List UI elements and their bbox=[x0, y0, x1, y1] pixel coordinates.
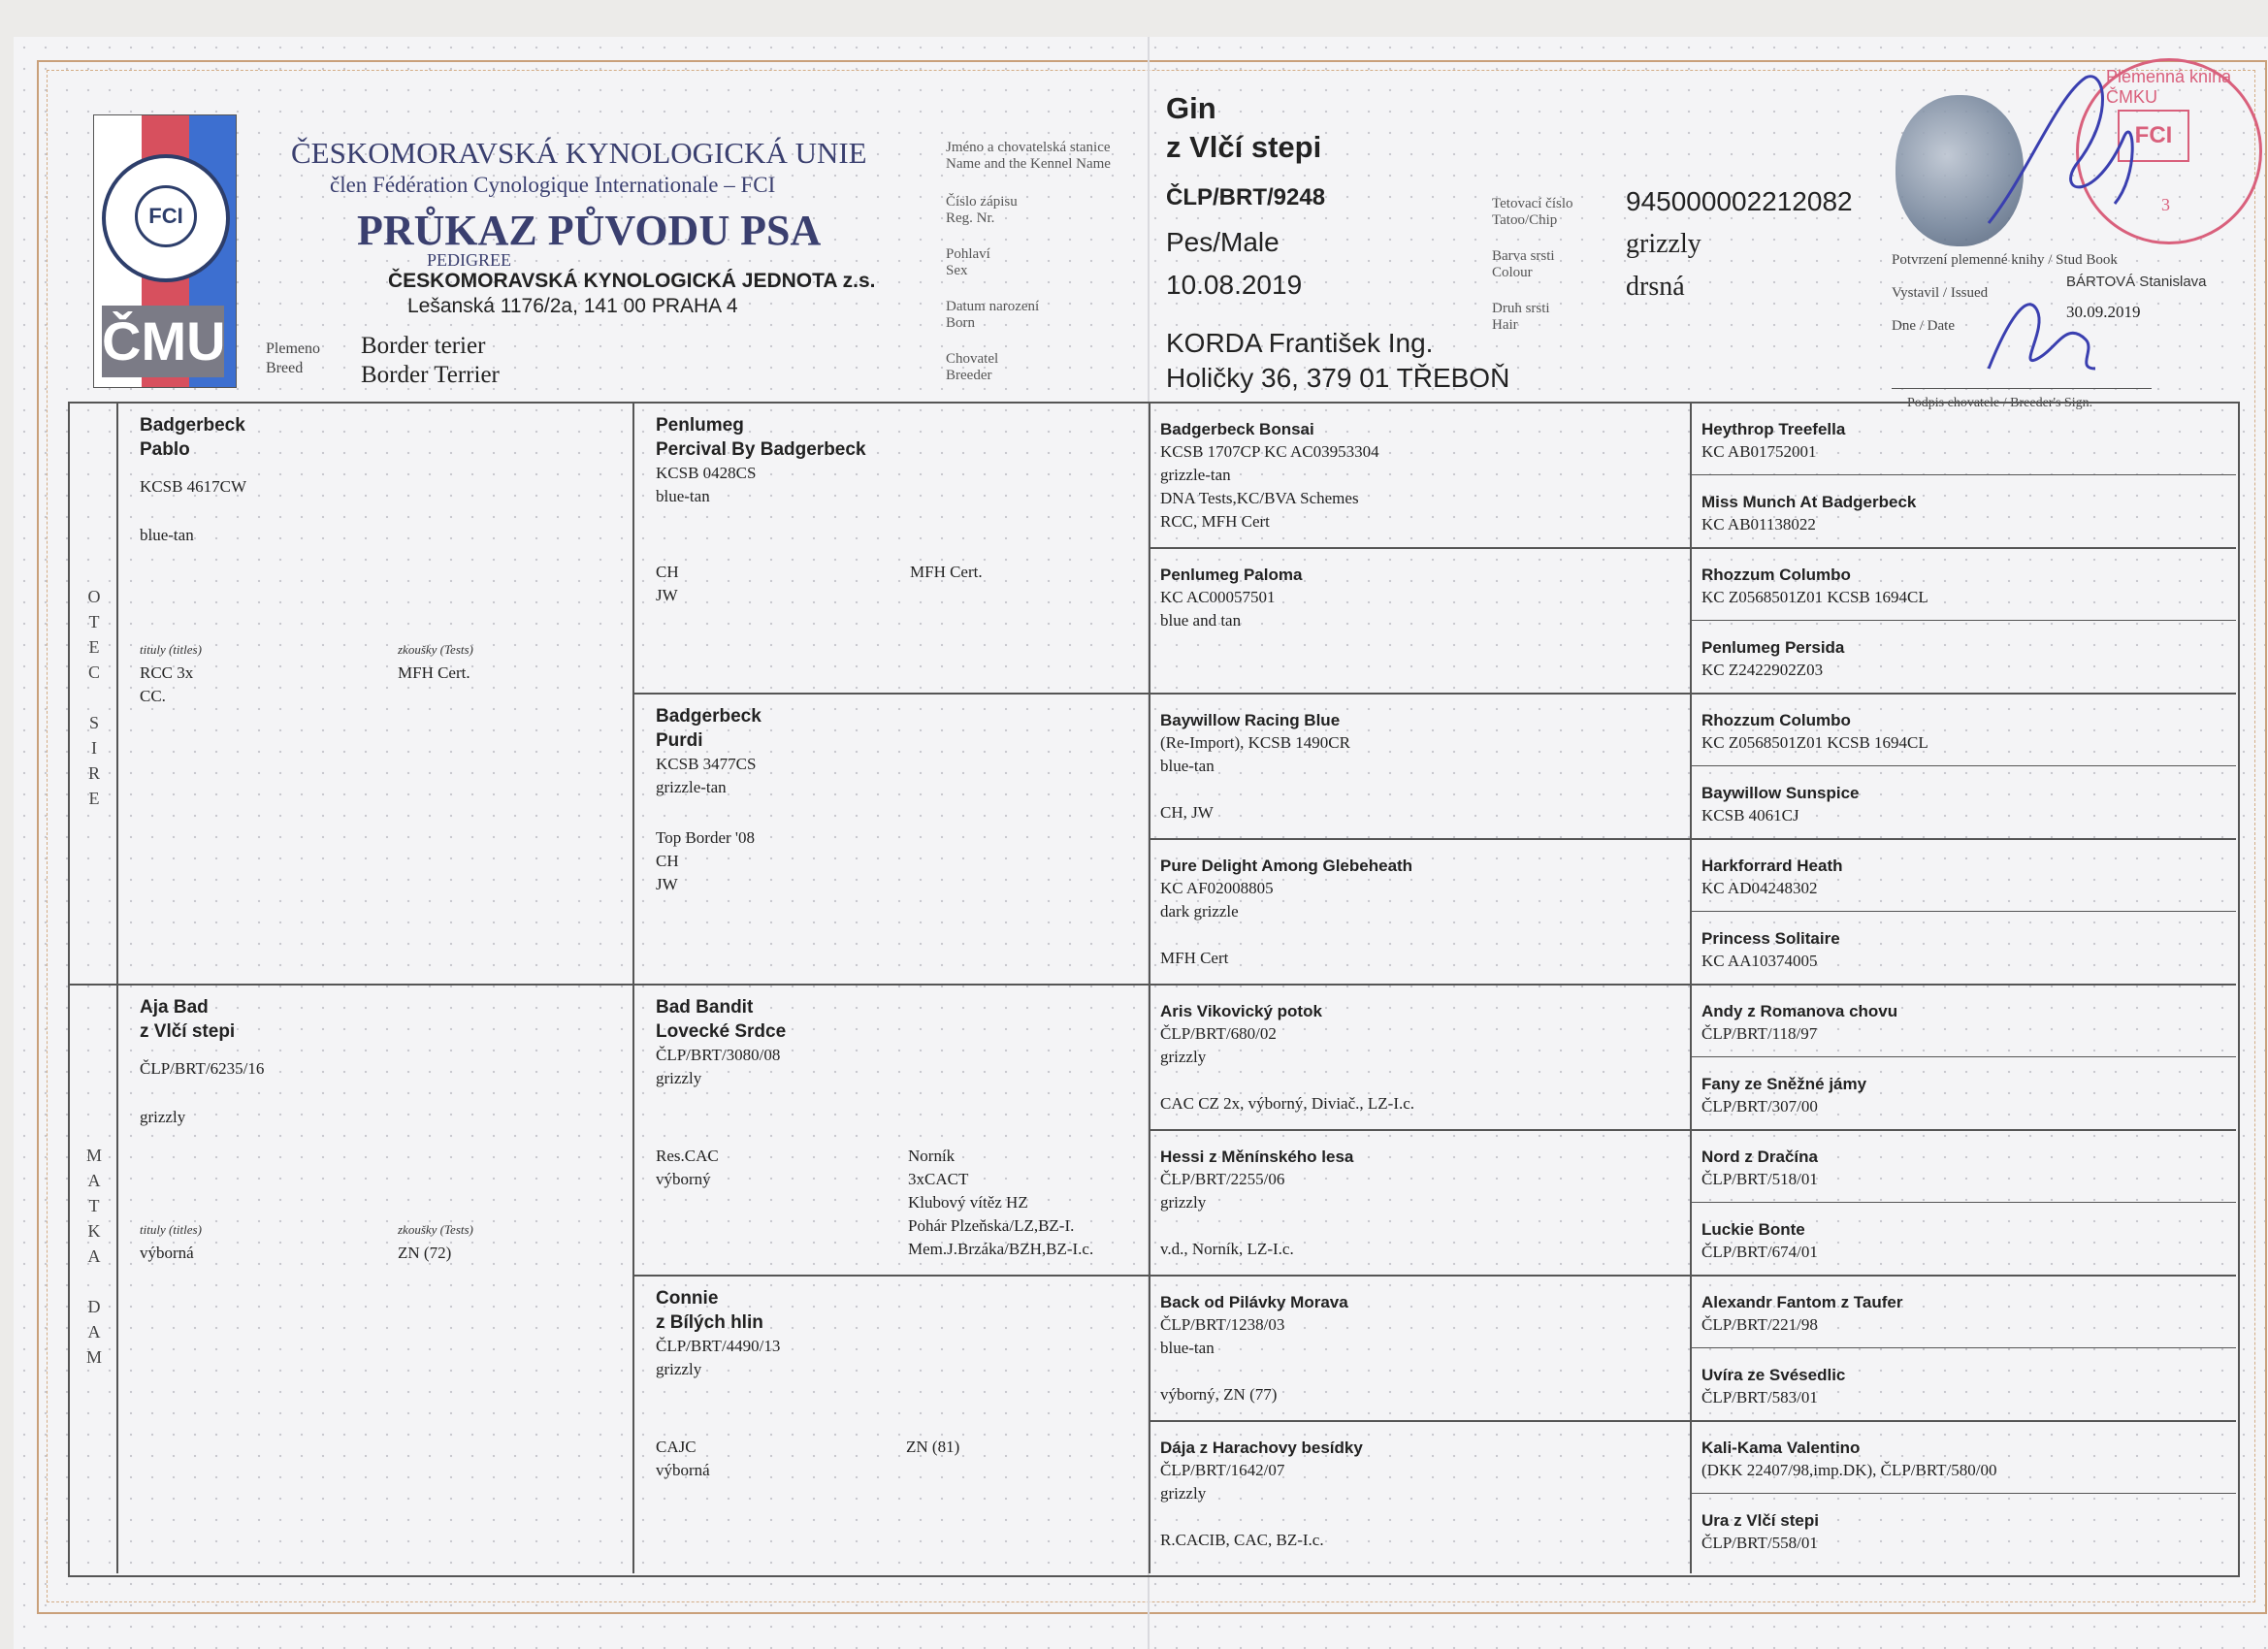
gen4-cell: Princess Solitaire KC AA10374005 bbox=[1701, 929, 1840, 970]
colour-label: Barva srsti Colour bbox=[1492, 248, 1555, 280]
side-letter: C bbox=[87, 663, 100, 682]
gen3-cell: Back od Pilávky Morava ČLP/BRT/1238/03 blue-tan výborný, ZN (77) bbox=[1160, 1293, 1348, 1404]
org-membership: člen Fédération Cynologique Internationale – FCI bbox=[330, 173, 776, 197]
document-subtitle: PEDIGREE bbox=[427, 250, 511, 270]
gen2-tests: MFH Cert. bbox=[910, 563, 983, 581]
divider bbox=[68, 984, 2236, 986]
issued-by: BÁRTOVÁ Stanislava bbox=[2066, 274, 2207, 290]
date-label: Dne / Date bbox=[1892, 318, 1955, 334]
signature-upper bbox=[1969, 58, 2163, 233]
divider bbox=[1690, 402, 1692, 1573]
gen4-cell: Uvíra ze Svésedlic ČLP/BRT/583/01 bbox=[1701, 1366, 1846, 1406]
side-letter: O bbox=[87, 587, 101, 606]
gen4-cell: Alexandr Fantom z Taufer ČLP/BRT/221/98 bbox=[1701, 1293, 1903, 1334]
gen3-cell: Dája z Harachovy besídky ČLP/BRT/1642/07 grizzly R.CACIB, CAC, BZ-I.c. bbox=[1160, 1439, 1363, 1549]
side-letter: S bbox=[88, 713, 99, 732]
side-letter: A bbox=[87, 1171, 101, 1190]
divider bbox=[1690, 765, 2236, 766]
dog-sex: Pes/Male bbox=[1166, 227, 1280, 257]
gen2-titles: CAJC výborná bbox=[656, 1438, 710, 1479]
issued-label: Vystavil / Issued bbox=[1892, 285, 1989, 301]
sire-titles: tituly (titles) RCC 3x CC. bbox=[140, 642, 202, 705]
dog-name: Gin z Vlčí stepi bbox=[1166, 91, 1322, 164]
gen2-titles: CH JW bbox=[656, 563, 679, 604]
gen3-cell: Penlumeg Paloma KC AC00057501 blue and tan bbox=[1160, 566, 1303, 630]
sex-label: Pohlaví Sex bbox=[946, 246, 990, 278]
org-name: ČESKOMORAVSKÁ KYNOLOGICKÁ UNIE bbox=[291, 136, 867, 170]
dog-reg: ČLP/BRT/9248 bbox=[1166, 184, 1326, 210]
dog-hair: drsná bbox=[1626, 272, 1685, 302]
side-letter bbox=[85, 685, 103, 710]
side-letter: I bbox=[91, 738, 97, 758]
side-letter: M bbox=[85, 1347, 102, 1367]
gen2-tests: Norník 3xCACT Klubový vítěz HZ Pohár Plzeňska/LZ,BZ-I. Mem.J.Brzáka/BZH,BZ-I.c. bbox=[908, 1147, 1094, 1258]
breed-label: Plemeno Breed bbox=[266, 340, 320, 376]
dam-side-label bbox=[85, 1143, 103, 1370]
gen2-cell: Badgerbeck Purdi KCSB 3477CS grizzle-tan bbox=[656, 706, 761, 796]
side-letter: K bbox=[87, 1221, 101, 1241]
sire-tests: zkoušky (Tests) MFH Cert. bbox=[398, 642, 473, 682]
dog-breeder: KORDA František Ing. Holičky 36, 379 01 TŘEBOŇ bbox=[1166, 328, 1510, 393]
divider bbox=[632, 1275, 2236, 1277]
divider bbox=[1690, 1493, 2236, 1494]
divider bbox=[632, 693, 2236, 695]
gen4-cell: Luckie Bonte ČLP/BRT/674/01 bbox=[1701, 1220, 1818, 1261]
divider bbox=[1690, 1056, 2236, 1057]
born-label: Datum narození Born bbox=[946, 299, 1040, 331]
club-address: Lešanská 1176/2a, 141 00 PRAHA 4 bbox=[407, 295, 738, 317]
cmku-logo bbox=[93, 114, 237, 388]
divider bbox=[632, 402, 634, 1573]
divider bbox=[1690, 1202, 2236, 1203]
side-letter: D bbox=[87, 1297, 101, 1316]
signature-lower bbox=[1979, 281, 2105, 388]
divider bbox=[1149, 838, 2236, 840]
divider bbox=[1149, 1420, 2236, 1422]
gen4-cell: Baywillow Sunspice KCSB 4061CJ bbox=[1701, 784, 1860, 824]
fci-seal bbox=[102, 154, 230, 282]
side-letter: A bbox=[87, 1322, 101, 1342]
divider bbox=[116, 402, 118, 1573]
side-letter: T bbox=[88, 1196, 100, 1215]
gen4-cell: Kali-Kama Valentino (DKK 22407/98,imp.DK), ČLP/BRT/580/00 bbox=[1701, 1439, 1997, 1479]
gen3-cell: Baywillow Racing Blue (Re-Import), KCSB 1490CR blue-tan CH, JW bbox=[1160, 711, 1350, 822]
side-letter: E bbox=[88, 789, 100, 808]
side-letter: R bbox=[87, 763, 100, 783]
gen3-cell: Hessi z Měnínského lesa ČLP/BRT/2255/06 grizzly v.d., Norník, LZ-I.c. bbox=[1160, 1148, 1354, 1258]
divider bbox=[1690, 911, 2236, 912]
side-letter: M bbox=[85, 1146, 102, 1165]
gen3-cell: Pure Delight Among Glebeheath KC AF02008805 dark grizzle MFH Cert bbox=[1160, 857, 1413, 967]
gen4-cell: Rhozzum Columbo KC Z0568501Z01 KCSB 1694CL bbox=[1701, 566, 1928, 606]
gen3-cell: Aris Vikovický potok ČLP/BRT/680/02 grizzly CAC CZ 2x, výborný, Diviač., LZ-I.c. bbox=[1160, 1002, 1415, 1113]
gen2-cell: Connie z Bílých hlin ČLP/BRT/4490/13 grizzly bbox=[656, 1288, 781, 1378]
gen4-cell: Rhozzum Columbo KC Z0568501Z01 KCSB 1694CL bbox=[1701, 711, 1928, 752]
stud-book-stamp: Plemenná kniha ČMKU FCI 3 bbox=[2076, 58, 2262, 244]
gen4-cell: Ura z Vlčí stepi ČLP/BRT/558/01 bbox=[1701, 1511, 1819, 1552]
divider bbox=[1690, 1347, 2236, 1348]
gen2-titles: Top Border '08 CH JW bbox=[656, 828, 755, 893]
issue-date: 30.09.2019 bbox=[2066, 303, 2141, 321]
side-letter: A bbox=[87, 1246, 101, 1266]
gen2-cell: Bad Bandit Lovecké Srdce ČLP/BRT/3080/08 grizzly bbox=[656, 997, 787, 1087]
fci-seal-text: FCI bbox=[135, 185, 197, 247]
side-letter: T bbox=[88, 612, 100, 631]
divider bbox=[1149, 402, 1150, 1573]
name-label: Jméno a chovatelská stanice Name and the Kennel Name bbox=[946, 140, 1111, 172]
breeder-label: Chovatel Breeder bbox=[946, 351, 999, 383]
dam-titles: tituly (titles) výborná bbox=[140, 1222, 202, 1262]
gen4-cell: Heythrop Treefella KC AB01752001 bbox=[1701, 420, 1846, 461]
dam-cell: Aja Bad z Vlčí stepi ČLP/BRT/6235/16 grizzly bbox=[140, 997, 265, 1126]
gen3-cell: Badgerbeck Bonsai KCSB 1707CP KC AC03953304 grizzle-tan DNA Tests,KC/BVA Schemes RCC, MFH Cert bbox=[1160, 420, 1379, 531]
chip-label: Tetovací číslo Tatoo/Chip bbox=[1492, 196, 1573, 228]
gen2-tests: ZN (81) bbox=[906, 1438, 960, 1456]
stud-book-label: Potvrzení plemenné knihy / Stud Book bbox=[1892, 252, 2118, 268]
divider bbox=[1149, 1129, 2236, 1131]
dog-chip: 945000002212082 bbox=[1626, 186, 1853, 216]
side-letter: E bbox=[88, 637, 100, 657]
side-letter bbox=[85, 1269, 103, 1294]
reg-label: Číslo zápisu Reg. Nr. bbox=[946, 194, 1018, 226]
hair-label: Druh srsti Hair bbox=[1492, 301, 1550, 333]
divider bbox=[1690, 620, 2236, 621]
gen4-cell: Harkforrard Heath KC AD04248302 bbox=[1701, 857, 1843, 897]
dog-born: 10.08.2019 bbox=[1166, 270, 1303, 300]
gen4-cell: Nord z Dračína ČLP/BRT/518/01 bbox=[1701, 1148, 1818, 1188]
club-name: ČESKOMORAVSKÁ KYNOLOGICKÁ JEDNOTA z.s. bbox=[388, 270, 876, 292]
dog-colour: grizzly bbox=[1626, 229, 1701, 259]
gen2-titles: Res.CAC výborný bbox=[656, 1147, 719, 1188]
sire-cell: Badgerbeck Pablo KCSB 4617CW blue-tan bbox=[140, 415, 247, 544]
gen2-cell: Penlumeg Percival By Badgerbeck KCSB 0428CS blue-tan bbox=[656, 415, 866, 505]
sire-side-label bbox=[85, 584, 103, 811]
dam-tests: zkoušky (Tests) ZN (72) bbox=[398, 1222, 473, 1262]
divider bbox=[1690, 474, 2236, 475]
breed-value: Border terier Border Terrier bbox=[361, 333, 500, 388]
breeder-sign-label: Podpis chovatele / Breeder's Sign. bbox=[1907, 396, 2093, 410]
gen4-cell: Penlumeg Persida KC Z2422902Z03 bbox=[1701, 638, 1845, 679]
gen4-cell: Fany ze Sněžné jámy ČLP/BRT/307/00 bbox=[1701, 1075, 1867, 1116]
document-title: PRŮKAZ PŮVODU PSA bbox=[357, 207, 822, 254]
divider bbox=[1149, 547, 2236, 549]
gen4-cell: Andy z Romanova chovu ČLP/BRT/118/97 bbox=[1701, 1002, 1898, 1043]
gen4-cell: Miss Munch At Badgerbeck KC AB01138022 bbox=[1701, 493, 1917, 534]
signature-line bbox=[1892, 388, 2152, 389]
cmku-mark: ČMU bbox=[102, 306, 224, 377]
